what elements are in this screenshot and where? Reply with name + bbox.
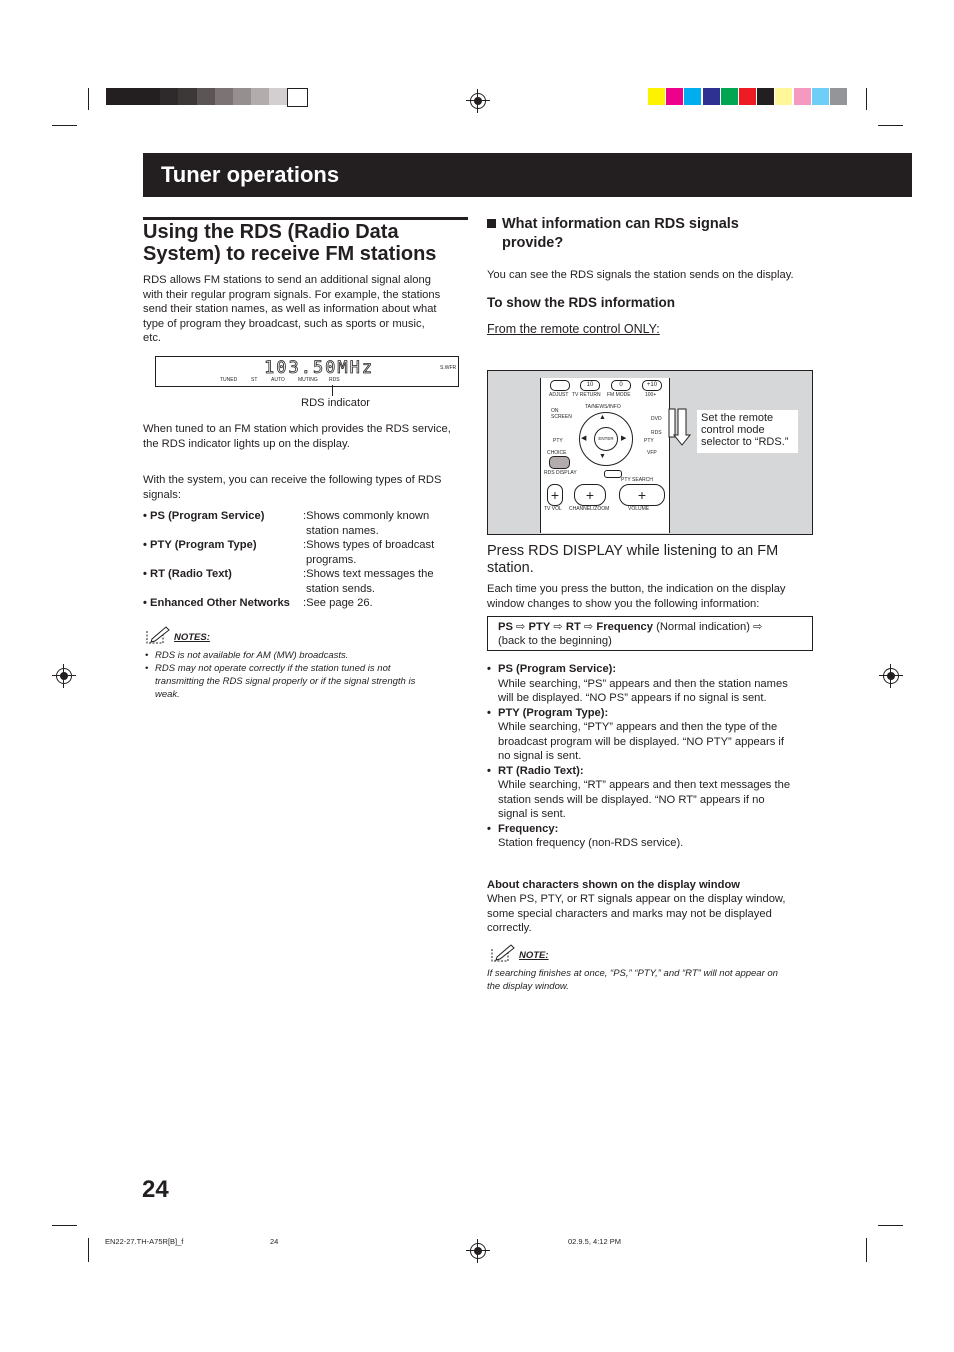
- note-header: [491, 944, 549, 967]
- crop-mark: [878, 125, 903, 126]
- registration-mark-icon: [56, 668, 72, 684]
- sequence-line: [498, 620, 762, 635]
- note-line: RDS is not available for AM (MW) broadcasts.: [155, 650, 349, 661]
- arrow-icon: ⇨: [753, 621, 763, 633]
- crop-mark: [866, 88, 867, 110]
- indicator-auto: AUTO: [271, 377, 285, 383]
- sequence-frequency: Frequency: [596, 621, 653, 633]
- label-on-screen: ON SCREEN: [551, 408, 572, 420]
- label-tv-return: TV RETURN: [572, 392, 601, 398]
- paragraph-line: the RDS indicator lights up on the display.: [143, 437, 350, 450]
- registration-mark-icon: [470, 93, 486, 109]
- gray-swatch: [287, 88, 308, 107]
- crop-mark: [878, 1225, 903, 1226]
- section-heading: Using the RDS (Radio Data System) to receive FM stations: [143, 221, 437, 265]
- rds-info-heading-line-1: What information can RDS signals: [502, 216, 739, 232]
- channel-zoom-button: +: [574, 484, 606, 506]
- gray-swatch: [178, 88, 197, 105]
- label-channel-zoom: CHANNEL/ZOOM: [569, 506, 610, 512]
- bullet-icon: •: [487, 663, 491, 675]
- color-swatch: [830, 88, 847, 105]
- signal-type-term: • RT (Radio Text): [143, 568, 232, 580]
- signal-type-description: programs.: [306, 553, 357, 566]
- signal-type-term: • PTY (Program Type): [143, 539, 257, 551]
- signal-type-term-text: RT (Radio Text): [150, 568, 232, 580]
- paragraph-line: window changes to show you the following information:: [487, 597, 760, 610]
- paragraph-line: signals:: [143, 488, 181, 501]
- bullet-line: no signal is sent.: [498, 750, 582, 762]
- sequence-normal-label: (Normal indication): [656, 621, 750, 633]
- paragraph-line: Each time you press the button, the indication on the display: [487, 583, 786, 595]
- label-rds-display: RDS DISPLAY: [544, 470, 577, 476]
- mode-selector-callout: [697, 410, 798, 453]
- intro-line: type of program they broadcast, such as sports or music,: [143, 317, 425, 330]
- note-line: weak.: [155, 689, 180, 700]
- gray-swatch: [269, 88, 288, 105]
- intro-line: send their station names, as well as information about what: [143, 303, 437, 315]
- signal-type-description: station names.: [306, 524, 379, 537]
- color-swatch: [812, 88, 829, 105]
- label-dvd: DVD: [651, 416, 662, 422]
- signal-type-term-text: Enhanced Other Networks: [150, 597, 290, 609]
- footer-date: 02.9.5, 4:12 PM: [568, 1237, 621, 1246]
- note-text: [487, 967, 817, 993]
- bullet-icon: •: [487, 706, 491, 719]
- callout-line-3: selector to “RDS.”: [701, 436, 789, 448]
- display-sequence-box: [487, 616, 813, 651]
- callout-line-1: Set the remote: [701, 412, 774, 424]
- button-plus-10: +10: [642, 380, 662, 391]
- volume-button: +: [619, 484, 665, 506]
- label-pty-right: PTY: [644, 438, 654, 444]
- color-swatch: [648, 88, 665, 105]
- rds-indicator-caption: RDS indicator: [301, 397, 371, 409]
- bullet-line: broadcast program will be displayed. “NO PTY” appears if: [498, 735, 785, 748]
- sequence-ps: PS: [498, 621, 513, 633]
- arrow-right-icon: ▶: [621, 435, 627, 442]
- arrow-down-icon: ▼: [599, 453, 606, 460]
- note-pencil-icon: [146, 626, 170, 644]
- paragraph-line: With the system, you can receive the following types of RDS: [143, 474, 442, 486]
- rds-info-intro: You can see the RDS signals the station sends on the display.: [487, 269, 794, 281]
- note-pencil-icon: [491, 944, 515, 962]
- note-bullet-icon: •: [145, 663, 149, 674]
- heading-rule: [143, 217, 468, 220]
- label-tv-vol: TV VOL: [544, 506, 562, 512]
- frequency-readout: 103.50MHz: [264, 358, 375, 378]
- color-swatch: [703, 88, 720, 105]
- color-swatch: [775, 88, 792, 105]
- note-line: the display window.: [487, 981, 569, 992]
- display-panel-illustration: [155, 356, 459, 387]
- indicator-swfr: S.WFR: [440, 365, 457, 371]
- intro-line: with their regular program signals. For example, the stations: [143, 288, 441, 301]
- label-ta-news-info: TA/NEWS/INFO: [585, 404, 621, 410]
- page-number: 24: [142, 1176, 169, 1203]
- crop-mark: [52, 125, 77, 126]
- footer-page: 24: [270, 1237, 279, 1246]
- crop-mark: [88, 1238, 89, 1262]
- note-line: If searching finishes at once, “PS,” “PTY,” and “RT” will not appear on: [487, 968, 778, 979]
- gray-swatch: [215, 88, 234, 105]
- signal-type-description: :Shows commonly known: [303, 510, 430, 522]
- label-rds: RDS: [651, 430, 662, 436]
- label-choice: CHOICE: [547, 450, 567, 456]
- bullet-term: RT (Radio Text):: [498, 764, 584, 777]
- gray-swatch: [197, 88, 216, 105]
- registration-mark-icon: [470, 1243, 486, 1259]
- bullet-line: Station frequency (non-RDS service).: [498, 837, 684, 849]
- mode-selector-arrow-icon: [668, 407, 692, 447]
- paragraph-line: some special characters and marks may not be displayed: [487, 907, 772, 920]
- label-100-plus: 100+: [645, 392, 657, 398]
- bullet-icon: •: [487, 764, 491, 777]
- label-volume: VOLUME: [628, 506, 650, 512]
- gray-swatch: [233, 88, 252, 105]
- paragraph-line: When tuned to an FM station which provides the RDS service,: [143, 423, 451, 435]
- about-characters-paragraph: [487, 892, 817, 936]
- intro-line: etc.: [143, 332, 162, 344]
- bullet-term: PTY (Program Type):: [498, 706, 609, 719]
- press-rds-display-instruction: [487, 543, 778, 577]
- button-10: 10: [580, 380, 600, 391]
- remote-only-label: From the remote control ONLY:: [487, 322, 660, 336]
- bullet-term: Frequency:: [498, 822, 559, 835]
- note-line: RDS may not operate correctly if the station tuned is not: [155, 663, 391, 674]
- bullet-line: station sends will be displayed. “NO RT” appears if no: [498, 793, 765, 806]
- color-swatch: [666, 88, 683, 105]
- arrow-icon: ⇨: [553, 621, 563, 633]
- bullet-line: signal is sent.: [498, 808, 566, 820]
- show-rds-subheading: To show the RDS information: [487, 295, 675, 310]
- note-bullet-icon: •: [145, 650, 149, 661]
- paragraph-line: correctly.: [487, 922, 532, 934]
- banner-title: Tuner operations: [161, 162, 340, 187]
- note-label: NOTE:: [519, 950, 549, 961]
- color-swatch: [721, 88, 738, 105]
- crop-mark: [52, 1225, 77, 1226]
- color-swatch: [739, 88, 756, 105]
- press-line-2: station.: [487, 560, 534, 576]
- bullet-icon: •: [487, 822, 491, 835]
- callout-line-2: control mode: [701, 424, 765, 436]
- footer-file: EN22-27.TH-A75R[B]_f: [105, 1237, 184, 1246]
- signal-type-term: • PS (Program Service): [143, 510, 265, 522]
- about-characters-heading: About characters shown on the display window: [487, 879, 740, 891]
- bullet-line: will be displayed. “NO PS” appears if no signal is sent.: [498, 692, 767, 704]
- gray-swatch: [106, 88, 125, 105]
- signal-type-description: station sends.: [306, 582, 376, 595]
- gray-swatch: [160, 88, 179, 105]
- arrow-icon: ⇨: [516, 621, 526, 633]
- remote-body: [540, 378, 670, 533]
- press-line-1: Press RDS DISPLAY while listening to an FM: [487, 543, 779, 559]
- intro-paragraph: [143, 273, 473, 346]
- indicator-tuned: TUNED: [220, 377, 238, 383]
- rds-indicator-pointer: [332, 385, 333, 396]
- section-banner: [143, 153, 912, 197]
- label-pty: PTY: [553, 438, 563, 444]
- color-swatch: [757, 88, 774, 105]
- bullet-line: While searching, “PS” appears and then the station names: [498, 677, 788, 690]
- gray-swatch: [251, 88, 270, 105]
- color-swatch: [684, 88, 701, 105]
- button-0: 0: [611, 380, 631, 391]
- arrow-icon: ⇨: [583, 621, 594, 633]
- signal-type-description: :Shows text messages the: [303, 568, 434, 580]
- registration-mark-icon: [883, 668, 899, 684]
- rds-indicator-paragraph: [143, 422, 473, 451]
- rds-info-heading: [487, 215, 739, 253]
- tv-vol-button: +: [547, 484, 563, 506]
- crop-mark: [88, 88, 89, 110]
- rds-display-button: [549, 456, 570, 469]
- crop-mark: [866, 1238, 867, 1262]
- indicator-rds: RDS: [329, 377, 340, 383]
- signal-type-term-text: PTY (Program Type): [150, 539, 257, 551]
- sequence-rt: RT: [565, 621, 581, 633]
- paragraph-line: When PS, PTY, or RT signals appear on the display window,: [487, 893, 786, 905]
- each-press-paragraph: [487, 582, 817, 611]
- label-fm-mode: FM MODE: [607, 392, 631, 398]
- sequence-back-label: (back to the beginning): [498, 635, 612, 647]
- signal-type-description: :Shows types of broadcast: [303, 539, 435, 551]
- square-bullet-icon: [487, 219, 496, 228]
- label-pty-search: PTY SEARCH: [621, 477, 653, 483]
- arrow-up-icon: ▲: [599, 414, 606, 421]
- label-adjust: ADJUST: [549, 392, 569, 398]
- bullet-line: While searching, “RT” appears and then text messages the: [498, 779, 791, 791]
- gray-swatch: [142, 88, 161, 105]
- intro-line: RDS allows FM stations to send an additional signal along: [143, 274, 431, 286]
- notes-header: [146, 626, 210, 649]
- signal-type-description: :See page 26.: [303, 597, 373, 609]
- label-vfp: VFP: [647, 450, 657, 456]
- remote-illustration: [487, 370, 813, 535]
- indicator-muting: MUTING: [298, 377, 318, 383]
- indicator-st: ST: [251, 377, 258, 383]
- bullet-term: PS (Program Service):: [498, 663, 617, 675]
- arrow-left-icon: ◀: [581, 435, 587, 442]
- color-swatch: [794, 88, 811, 105]
- adjust-button: [550, 380, 570, 391]
- sequence-pty: PTY: [528, 621, 551, 633]
- notes-label: NOTES:: [174, 632, 210, 643]
- bullet-line: While searching, “PTY” appears and then the type of the: [498, 721, 778, 733]
- signal-types-intro: [143, 473, 473, 502]
- enter-button: ENTER: [594, 427, 618, 451]
- note-line: transmitting the RDS signal properly or if the signal strength is: [155, 676, 416, 687]
- pty-search-button: [604, 470, 622, 478]
- signal-type-term: • Enhanced Other Networks: [143, 597, 290, 609]
- gray-swatch: [124, 88, 143, 105]
- rds-info-heading-line-2: provide?: [502, 235, 564, 251]
- signal-type-term-text: PS (Program Service): [150, 510, 265, 522]
